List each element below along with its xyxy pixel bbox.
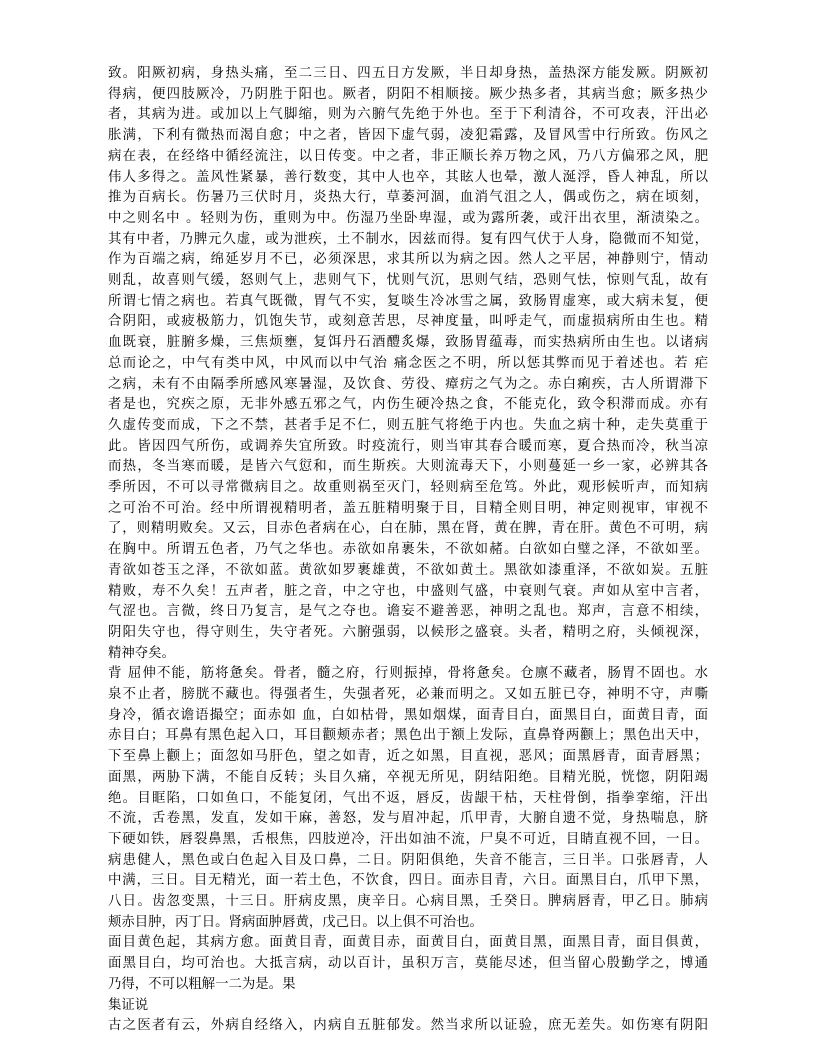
text-line: 泉不止者，膀胱不藏也。得强者生，失强者死，必兼而明之。又如五脏已夺，神明不守，声嘶	[108, 687, 708, 702]
text-line: 精神夺矣。	[108, 645, 175, 661]
text-line: 季所因，不可以寻常微病目之。故重则祸至灭门，轻则病至危笃。外此，观形候听声，而知病	[108, 480, 708, 495]
text-line: 在胸中。所谓五色者，乃气之华也。赤欲如帛裹朱，不欲如赭。白欲如白璧之泽，不欲如垩。	[108, 542, 708, 558]
text-line: 合阴阳，或疲极筋力，饥饱失节，或刻意苦思，尽神度量，叫呼走气，而虚损病所由生也。精	[108, 314, 708, 330]
text-line: 气涩也。言微，终日乃复言，是气之夺也。谵妄不避善恶，神明之乱也。郑声，言意不相续，	[108, 604, 708, 620]
text-line: 青欲如苍玉之泽，不欲如蓝。黄欲如罗裹雄黄，不欲如黄土。黑欲如漆重泽，不欲如炭。五脏	[108, 562, 708, 578]
text-line: 中之则名中 。轻则为伤，重则为中。伤湿乃坐卧卑湿，或为露所袭，或汗出衣里，渐渍染之。	[108, 210, 708, 226]
text-line: 之可治不可治。经中所谓视精明者，盖五脏精明聚于目，目精全则目明，神定则视审，审视不	[108, 500, 708, 516]
text-line: 不流，舌卷黑，发直，发如干麻，善怒，发与眉冲起，爪甲青，大腑自遗不觉，身热喘息，脐	[108, 811, 708, 827]
text-line: 了，则精明败矣。又云，目赤色者病在心，白在肺，黑在肾，黄在脾，青在肝。黄色不可明，病	[108, 521, 708, 537]
section-heading: 集证说	[108, 997, 149, 1013]
text-line: 乃得，不可以粗解一二为是。果	[108, 976, 296, 992]
text-line: 八日。齿忽变黑，十三日。肝病皮黑，庚辛日。心病目黑，壬癸日。脾病唇青，甲乙日。肺病	[108, 894, 708, 909]
text-line: 久虚传变而成，下之不禁，甚者手足不仁，则五脏气将绝于内也。失血之病十种，走失莫重于	[108, 417, 708, 433]
text-line: 此。皆因四气所伤，或调养失宜所致。时疫流行，则当审其春合暖而寒，夏合热而冷，秋当凉	[108, 438, 708, 454]
text-line: 中满，三日。目无精光，面一若土色，不饮食，四日。面赤目青，六日。面黑目白，爪甲下黑，	[108, 873, 708, 889]
text-line: 身冷，循衣谵语撮空；面赤如 血，白如枯骨，黑如烟煤，面青目白，面黑目白，面黄目青，面	[108, 707, 708, 723]
text-line: 古之医者有云，外病自经络入，内病自五脏郁发。然当求所以证验，庶无差失。如伤寒有阴阳	[108, 1018, 708, 1034]
text-line: 面目黄色起，其病方愈。面黄目青，面黄目赤，面黄目白，面黄目黑，面黑目青，面目俱黄，	[108, 935, 708, 951]
text-line: 而热，冬当寒而暖，是皆六气愆和，而生斯疾。大则流毒天下，小则蔓延一乡一家，必辨其各	[108, 459, 708, 475]
text-line: 血既衰，脏腑多燥，三焦烦壅，复饵丹石酒醴炙爆，致肠胃蕴毒，而实热病所由生也。以诸病	[108, 335, 708, 351]
text-line: 总而论之，中气有类中风，中风而以中气治 痛念医之不明，所以惩其弊而见于着述也。若 疟	[108, 355, 708, 371]
text-line: 则乱，故喜则气缓，怒则气上，悲则气下，忧则气沉，思则气结，恐则气怯，惊则气乱，故有	[108, 273, 708, 288]
text-line: 下硬如铁，唇裂鼻黑，舌根焦，四肢逆冷，汗出如油不流，尸臭不可近，目睛直视不回，一日。	[108, 831, 708, 847]
text-line: 精败，寿不久矣！五声者，脏之音，中之守也，中盛则气盛，中衰则气衰。声如从室中言者，	[108, 583, 708, 599]
text-line: 下至鼻上颧上；面忽如马肝色，望之如青，近之如黑，目直视，恶风；面黑唇青，面青唇黑；	[108, 749, 708, 765]
text-line: 者是也，究疾之原，无非外感五邪之气，内伤生硬冷热之食，不能克化，致令积滞而成。亦有	[108, 397, 708, 413]
text-line: 面黑，两胁下满，不能自反转；头目久痛，卒视无所见，阴结阳绝。目精光脱，恍惚，阴阳竭	[108, 769, 708, 785]
text-line: 面黑目白，均可治也。大抵言病，动以百计，虽积万言，莫能尽述，但当留心殷勤学之，博通	[108, 956, 708, 972]
text-line: 病患健人，黑色或白色起入目及口鼻，二日。阴阳俱绝，失音不能言，三日半。口张唇青，人	[108, 852, 708, 868]
text-line: 所谓七情之病也。若真气既微，胃气不实，复啖生冷冰雪之属，致肠胃虚寒，或大病未复，便	[108, 293, 708, 309]
text-line: 颊赤目肿，丙丁日。肾病面肿唇黄，戊己日。以上俱不可治也。	[108, 914, 483, 930]
text-line: 病在表，在经络中循经流注，以日传变。中之者，非正顺长养万物之风，乃八方偏邪之风，肥	[108, 148, 708, 164]
text-line: 伟人多得之。盖风性紧暴，善行数变，其中人也卒，其眩人也晕，激人涎浮，昏人神乱，所以	[108, 169, 708, 185]
text-line: 推为百病长。伤暑乃三伏时月，炎热大行，草萎河涸，血消气沮之人，偶或伤之，病在顷刻，	[108, 190, 708, 206]
text-line: 者，其病为进。或加以上气脚缩，则为六腑气先绝于外也。至于下利清谷，不可攻表，汗出必	[108, 107, 708, 123]
text-line: 胀满，下利有微热而渴自愈；中之者，皆因下虚气弱，凌犯霜露，及冒风雪中行所致。伤风之	[108, 128, 708, 144]
text-line: 背 屈伸不能，筋将惫矣。骨者，髓之府，行则振掉，骨将惫矣。仓廪不藏者，肠胃不固也。水	[108, 666, 708, 682]
text-line: 作为百端之病，绵延岁月不已，必须深思，求其所以为病之因。然人之平居，神静则宁，情动	[108, 252, 708, 268]
text-line: 赤目白；耳鼻有黑色起入口，耳目颧颊赤者；黑色出于额上发际，直鼻脊两颧上；黑色出天中，	[108, 728, 708, 744]
text-line: 阴阳失守也，得守则生，失守者死。六腑强弱，以候形之盛衰。头者，精明之府，头倾视深，	[108, 624, 708, 640]
text-line: 绝。目眶陷，口如鱼口，不能复闭，气出不返，唇反，齿龈干枯，天柱骨倒，指拳挛缩，汗出	[108, 790, 708, 806]
text-line: 之病，未有不由隔季所感风寒暑湿，及饮食、劳役、瘴疠之气为之。赤白痢疾，古人所谓滞下	[108, 376, 708, 392]
text-line: 得病，便四肢厥冷，乃阴胜于阳也。厥者，阴阳不相顺接。厥少热多者，其病当愈；厥多热少	[108, 86, 708, 102]
text-line: 致。阳厥初病，身热头痛，至二三日、四五日方发厥，半日却身热，盖热深方能发厥。阴厥初	[108, 66, 708, 81]
text-line: 其有中者，乃脾元久虚，或为泄疾，土不制水，因兹而得。复有四气伏于人身，隐微而不知觉，	[108, 231, 708, 247]
